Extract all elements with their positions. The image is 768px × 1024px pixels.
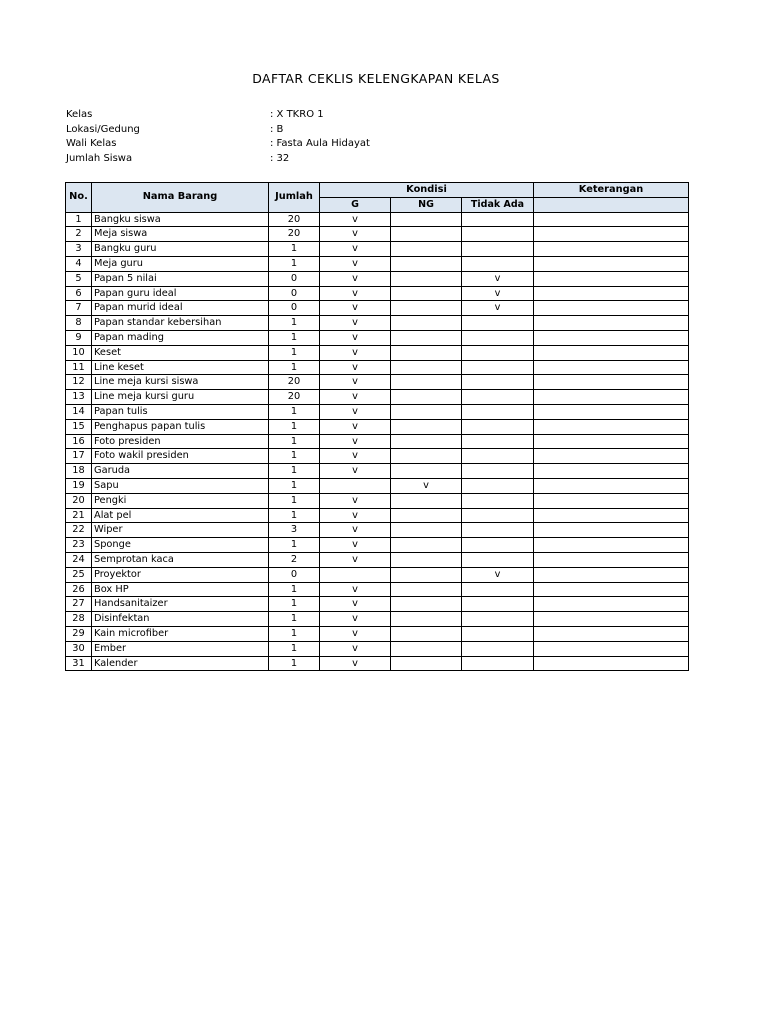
- cell-jumlah: 1: [269, 449, 320, 464]
- cell-keterangan: [534, 256, 689, 271]
- cell-tidak-ada: [462, 345, 534, 360]
- cell-g: v: [320, 434, 391, 449]
- cell-jumlah: 0: [269, 271, 320, 286]
- cell-keterangan: [534, 523, 689, 538]
- cell-ng: [391, 434, 462, 449]
- cell-tidak-ada: [462, 656, 534, 671]
- cell-tidak-ada: [462, 597, 534, 612]
- header-g: G: [320, 197, 391, 212]
- table-row: [66, 271, 689, 286]
- cell-no: 26: [66, 582, 92, 597]
- cell-tidak-ada: [462, 404, 534, 419]
- table-row: [66, 552, 689, 567]
- cell-g: v: [320, 508, 391, 523]
- cell-g: v: [320, 316, 391, 331]
- table-row: [66, 316, 689, 331]
- cell-keterangan: [534, 404, 689, 419]
- cell-g: v: [320, 271, 391, 286]
- cell-keterangan: [534, 626, 689, 641]
- cell-ng: v: [391, 478, 462, 493]
- cell-ng: [391, 316, 462, 331]
- cell-no: 29: [66, 626, 92, 641]
- header-row: [66, 183, 689, 198]
- cell-ng: [391, 597, 462, 612]
- cell-g: v: [320, 464, 391, 479]
- cell-keterangan: [534, 375, 689, 390]
- table-row: [66, 612, 689, 627]
- cell-ng: [391, 375, 462, 390]
- cell-nama-barang: Penghapus papan tulis: [92, 419, 269, 434]
- cell-no: 27: [66, 597, 92, 612]
- cell-nama-barang: Semprotan kaca: [92, 552, 269, 567]
- cell-no: 30: [66, 641, 92, 656]
- cell-no: 4: [66, 256, 92, 271]
- cell-keterangan: [534, 641, 689, 656]
- cell-jumlah: 1: [269, 508, 320, 523]
- cell-no: 3: [66, 242, 92, 257]
- cell-no: 11: [66, 360, 92, 375]
- cell-keterangan: [534, 508, 689, 523]
- cell-tidak-ada: v: [462, 286, 534, 301]
- cell-tidak-ada: [462, 626, 534, 641]
- cell-tidak-ada: [462, 464, 534, 479]
- cell-tidak-ada: [462, 508, 534, 523]
- cell-nama-barang: Alat pel: [92, 508, 269, 523]
- cell-ng: [391, 345, 462, 360]
- info-value: : X TKRO 1: [270, 109, 324, 120]
- cell-jumlah: 1: [269, 256, 320, 271]
- cell-keterangan: [534, 316, 689, 331]
- cell-jumlah: 20: [269, 227, 320, 242]
- cell-jumlah: 1: [269, 493, 320, 508]
- cell-nama-barang: Sponge: [92, 538, 269, 553]
- cell-g: v: [320, 419, 391, 434]
- cell-jumlah: 1: [269, 330, 320, 345]
- table-row: [66, 449, 689, 464]
- cell-ng: [391, 626, 462, 641]
- cell-nama-barang: Papan standar kebersihan: [92, 316, 269, 331]
- cell-jumlah: 1: [269, 464, 320, 479]
- cell-ng: [391, 612, 462, 627]
- table-row: [66, 242, 689, 257]
- cell-tidak-ada: [462, 449, 534, 464]
- header-no: No.: [66, 183, 92, 213]
- info-label: Wali Kelas: [66, 138, 117, 150]
- cell-ng: [391, 656, 462, 671]
- table-row: [66, 375, 689, 390]
- table-row: [66, 419, 689, 434]
- table-row: [66, 345, 689, 360]
- cell-g: v: [320, 656, 391, 671]
- cell-keterangan: [534, 449, 689, 464]
- cell-g: v: [320, 345, 391, 360]
- cell-jumlah: 0: [269, 567, 320, 582]
- cell-nama-barang: Line keset: [92, 360, 269, 375]
- table-row: [66, 256, 689, 271]
- table-row: [66, 434, 689, 449]
- cell-keterangan: [534, 656, 689, 671]
- cell-nama-barang: Meja guru: [92, 256, 269, 271]
- cell-jumlah: 1: [269, 538, 320, 553]
- cell-nama-barang: Keset: [92, 345, 269, 360]
- cell-g: v: [320, 242, 391, 257]
- cell-tidak-ada: [462, 330, 534, 345]
- cell-jumlah: 1: [269, 478, 320, 493]
- cell-g: v: [320, 390, 391, 405]
- cell-keterangan: [534, 360, 689, 375]
- table-row: [66, 567, 689, 582]
- cell-g: v: [320, 582, 391, 597]
- cell-keterangan: [534, 478, 689, 493]
- info-value: : B: [270, 123, 284, 135]
- cell-keterangan: [534, 301, 689, 316]
- cell-g: v: [320, 449, 391, 464]
- cell-keterangan: [534, 597, 689, 612]
- cell-no: 31: [66, 656, 92, 671]
- cell-no: 15: [66, 419, 92, 434]
- cell-tidak-ada: [462, 538, 534, 553]
- cell-nama-barang: Bangku siswa: [92, 212, 269, 227]
- header-jumlah: Jumlah: [269, 183, 320, 213]
- cell-no: 21: [66, 508, 92, 523]
- cell-tidak-ada: [462, 493, 534, 508]
- cell-g: v: [320, 330, 391, 345]
- cell-jumlah: 0: [269, 301, 320, 316]
- cell-keterangan: [534, 271, 689, 286]
- cell-nama-barang: Papan mading: [92, 330, 269, 345]
- info-row: [66, 137, 470, 152]
- cell-ng: [391, 449, 462, 464]
- cell-keterangan: [534, 434, 689, 449]
- cell-no: 17: [66, 449, 92, 464]
- cell-g: v: [320, 612, 391, 627]
- cell-ng: [391, 404, 462, 419]
- cell-g: v: [320, 360, 391, 375]
- cell-jumlah: 1: [269, 360, 320, 375]
- cell-no: 24: [66, 552, 92, 567]
- cell-keterangan: [534, 552, 689, 567]
- cell-ng: [391, 286, 462, 301]
- table-row: [66, 626, 689, 641]
- cell-no: 19: [66, 478, 92, 493]
- cell-ng: [391, 464, 462, 479]
- cell-keterangan: [534, 464, 689, 479]
- header-keterangan-blank: [534, 197, 689, 212]
- cell-jumlah: 20: [269, 390, 320, 405]
- cell-jumlah: 1: [269, 404, 320, 419]
- cell-no: 13: [66, 390, 92, 405]
- cell-ng: [391, 360, 462, 375]
- cell-nama-barang: Pengki: [92, 493, 269, 508]
- cell-g: v: [320, 375, 391, 390]
- cell-keterangan: [534, 330, 689, 345]
- cell-nama-barang: Foto presiden: [92, 434, 269, 449]
- table-row: [66, 212, 689, 227]
- cell-keterangan: [534, 612, 689, 627]
- cell-nama-barang: Disinfektan: [92, 612, 269, 627]
- info-row: [66, 123, 470, 138]
- cell-tidak-ada: [462, 212, 534, 227]
- header-nama-barang: Nama Barang: [92, 183, 269, 213]
- table-row: [66, 404, 689, 419]
- cell-tidak-ada: [462, 316, 534, 331]
- cell-tidak-ada: [462, 523, 534, 538]
- table-row: [66, 464, 689, 479]
- info-value: : Fasta Aula Hidayat: [270, 138, 370, 150]
- cell-g: v: [320, 641, 391, 656]
- cell-jumlah: 3: [269, 523, 320, 538]
- cell-g: v: [320, 256, 391, 271]
- cell-no: 8: [66, 316, 92, 331]
- cell-g: v: [320, 523, 391, 538]
- cell-keterangan: [534, 227, 689, 242]
- table-row: [66, 390, 689, 405]
- table-row: [66, 478, 689, 493]
- cell-nama-barang: Garuda: [92, 464, 269, 479]
- cell-no: 7: [66, 301, 92, 316]
- cell-nama-barang: Papan tulis: [92, 404, 269, 419]
- info-value: : 32: [270, 152, 290, 164]
- table-row: [66, 656, 689, 671]
- cell-no: 10: [66, 345, 92, 360]
- cell-tidak-ada: [462, 390, 534, 405]
- cell-jumlah: 1: [269, 656, 320, 671]
- cell-nama-barang: Box HP: [92, 582, 269, 597]
- table-row: [66, 597, 689, 612]
- cell-no: 18: [66, 464, 92, 479]
- cell-tidak-ada: [462, 242, 534, 257]
- cell-g: [320, 567, 391, 582]
- table-row: [66, 227, 689, 242]
- cell-nama-barang: Kalender: [92, 656, 269, 671]
- cell-jumlah: 20: [269, 212, 320, 227]
- table-row: [66, 301, 689, 316]
- cell-tidak-ada: [462, 419, 534, 434]
- cell-ng: [391, 390, 462, 405]
- cell-ng: [391, 567, 462, 582]
- cell-g: v: [320, 597, 391, 612]
- cell-no: 9: [66, 330, 92, 345]
- cell-nama-barang: Meja siswa: [92, 227, 269, 242]
- cell-no: 23: [66, 538, 92, 553]
- cell-tidak-ada: [462, 375, 534, 390]
- cell-no: 12: [66, 375, 92, 390]
- cell-tidak-ada: [462, 360, 534, 375]
- cell-keterangan: [534, 538, 689, 553]
- info-row: [66, 108, 470, 123]
- table-row: [66, 286, 689, 301]
- cell-g: v: [320, 538, 391, 553]
- cell-nama-barang: Line meja kursi siswa: [92, 375, 269, 390]
- cell-keterangan: [534, 493, 689, 508]
- document-title: DAFTAR CEKLIS KELENGKAPAN KELAS: [252, 71, 500, 86]
- cell-no: 1: [66, 212, 92, 227]
- info-label: Kelas: [66, 109, 93, 120]
- cell-no: 14: [66, 404, 92, 419]
- cell-nama-barang: Proyektor: [92, 567, 269, 582]
- cell-jumlah: 1: [269, 242, 320, 257]
- cell-ng: [391, 419, 462, 434]
- cell-g: v: [320, 404, 391, 419]
- cell-ng: [391, 523, 462, 538]
- cell-jumlah: 1: [269, 626, 320, 641]
- cell-tidak-ada: [462, 256, 534, 271]
- table-row: [66, 360, 689, 375]
- info-label: Jumlah Siswa: [66, 152, 133, 164]
- cell-keterangan: [534, 582, 689, 597]
- cell-tidak-ada: v: [462, 567, 534, 582]
- cell-g: v: [320, 212, 391, 227]
- cell-jumlah: 0: [269, 286, 320, 301]
- cell-nama-barang: Ember: [92, 641, 269, 656]
- table-row: [66, 538, 689, 553]
- cell-tidak-ada: [462, 434, 534, 449]
- cell-no: 25: [66, 567, 92, 582]
- cell-ng: [391, 641, 462, 656]
- cell-ng: [391, 330, 462, 345]
- cell-ng: [391, 508, 462, 523]
- cell-ng: [391, 493, 462, 508]
- cell-tidak-ada: [462, 582, 534, 597]
- cell-g: [320, 478, 391, 493]
- cell-g: v: [320, 301, 391, 316]
- cell-ng: [391, 538, 462, 553]
- cell-no: 28: [66, 612, 92, 627]
- cell-no: 5: [66, 271, 92, 286]
- cell-keterangan: [534, 345, 689, 360]
- cell-tidak-ada: v: [462, 301, 534, 316]
- cell-nama-barang: Wiper: [92, 523, 269, 538]
- info-label: Lokasi/Gedung: [66, 123, 140, 135]
- cell-nama-barang: Kain microfiber: [92, 626, 269, 641]
- cell-g: v: [320, 227, 391, 242]
- cell-jumlah: 1: [269, 641, 320, 656]
- cell-tidak-ada: [462, 552, 534, 567]
- cell-nama-barang: Bangku guru: [92, 242, 269, 257]
- cell-tidak-ada: [462, 478, 534, 493]
- header-tidak-ada: Tidak Ada: [462, 197, 534, 212]
- cell-no: 2: [66, 227, 92, 242]
- cell-g: v: [320, 626, 391, 641]
- cell-jumlah: 1: [269, 419, 320, 434]
- cell-tidak-ada: v: [462, 271, 534, 286]
- cell-ng: [391, 212, 462, 227]
- cell-nama-barang: Papan guru ideal: [92, 286, 269, 301]
- cell-ng: [391, 271, 462, 286]
- cell-jumlah: 2: [269, 552, 320, 567]
- cell-keterangan: [534, 212, 689, 227]
- cell-jumlah: 1: [269, 582, 320, 597]
- cell-no: 20: [66, 493, 92, 508]
- header-ng: NG: [391, 197, 462, 212]
- cell-jumlah: 1: [269, 434, 320, 449]
- cell-jumlah: 1: [269, 345, 320, 360]
- info-row: [66, 152, 470, 167]
- header-kondisi: Kondisi: [320, 183, 534, 198]
- cell-ng: [391, 227, 462, 242]
- cell-no: 6: [66, 286, 92, 301]
- cell-no: 22: [66, 523, 92, 538]
- cell-ng: [391, 256, 462, 271]
- cell-jumlah: 20: [269, 375, 320, 390]
- cell-ng: [391, 242, 462, 257]
- table-row: [66, 493, 689, 508]
- checklist-table: [65, 182, 689, 671]
- cell-nama-barang: Papan 5 nilai: [92, 271, 269, 286]
- cell-ng: [391, 552, 462, 567]
- table-row: [66, 582, 689, 597]
- cell-keterangan: [534, 390, 689, 405]
- cell-g: v: [320, 552, 391, 567]
- cell-g: v: [320, 493, 391, 508]
- table-row: [66, 523, 689, 538]
- cell-jumlah: 1: [269, 612, 320, 627]
- cell-tidak-ada: [462, 612, 534, 627]
- cell-keterangan: [534, 242, 689, 257]
- class-info: [66, 108, 470, 166]
- header-keterangan: Keterangan: [534, 183, 689, 198]
- cell-tidak-ada: [462, 641, 534, 656]
- cell-tidak-ada: [462, 227, 534, 242]
- table-row: [66, 330, 689, 345]
- table-row: [66, 508, 689, 523]
- table-row: [66, 641, 689, 656]
- cell-nama-barang: Papan murid ideal: [92, 301, 269, 316]
- cell-nama-barang: Foto wakil presiden: [92, 449, 269, 464]
- cell-no: 16: [66, 434, 92, 449]
- cell-jumlah: 1: [269, 597, 320, 612]
- cell-keterangan: [534, 567, 689, 582]
- cell-nama-barang: Line meja kursi guru: [92, 390, 269, 405]
- cell-jumlah: 1: [269, 316, 320, 331]
- cell-nama-barang: Handsanitaizer: [92, 597, 269, 612]
- cell-keterangan: [534, 419, 689, 434]
- cell-nama-barang: Sapu: [92, 478, 269, 493]
- cell-ng: [391, 582, 462, 597]
- cell-ng: [391, 301, 462, 316]
- cell-keterangan: [534, 286, 689, 301]
- cell-g: v: [320, 286, 391, 301]
